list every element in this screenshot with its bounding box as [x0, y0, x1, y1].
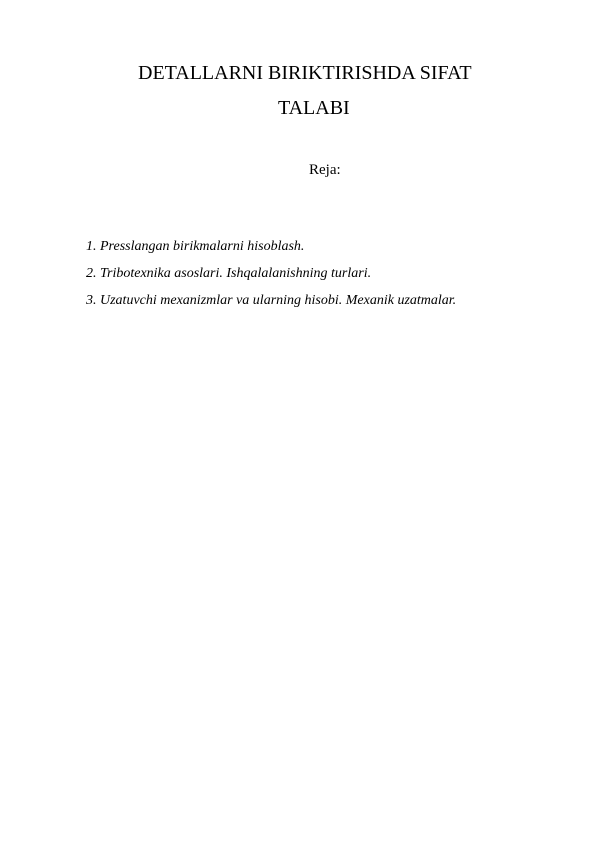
plan-item-3: 3. Uzatuvchi mexanizmlar va ularning hisobi. Mexanik uzatmalar. — [86, 293, 457, 308]
document-title-line-1: DETALLARNI BIRIKTIRISHDA SIFAT — [138, 62, 472, 84]
plan-item-2: 2. Tribotexnika asoslari. Ishqalalanishning turlari. — [86, 266, 372, 281]
plan-heading: Reja: — [309, 162, 341, 178]
plan-list — [86, 233, 456, 314]
plan-item-1: 1. Presslangan birikmalarni hisoblash. — [86, 239, 305, 254]
document-title-line-2: TALABI — [278, 97, 350, 119]
